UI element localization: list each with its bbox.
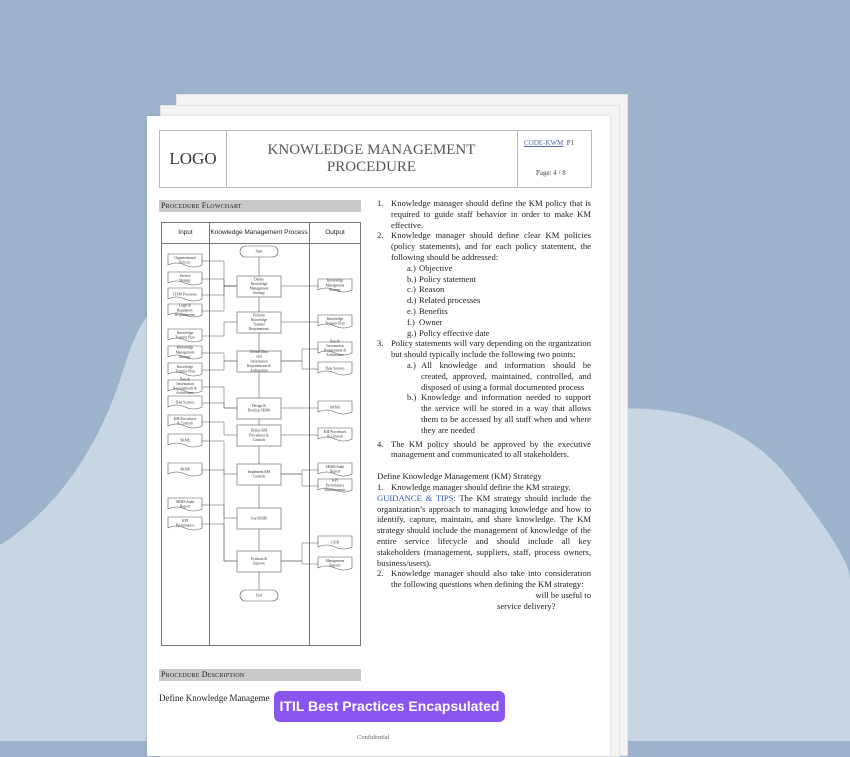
flowchart-output: Knowledge Management Strategy [325,278,345,292]
connector [202,261,237,286]
flowchart-input: Data Sources [175,400,195,405]
connector [281,543,318,561]
question-fragment: will be useful to [535,589,591,600]
connector [202,524,237,561]
list-item: a.) Objective [407,262,453,273]
policy-sublist [377,263,591,339]
flowchart-step: Perform Knowledge Transfer Requirements [249,313,269,332]
flowchart-output: CSIR [331,540,339,545]
flowchart-input: Legal & Regulatory Requirements [175,303,195,317]
connector [281,561,318,564]
flowchart-output: SKMS [330,405,340,410]
flowchart-output: Data & Information Requirement & Architecture [323,339,347,358]
flowchart-output: KPI Performance Measurements [324,478,346,492]
flowchart-step: Implement KM Controls [247,470,271,479]
list-item: 2. Knowledge manager should define clear KM policies (policy statements), and for each policy statement, the following should be addressed: [377,230,591,262]
policy-text [377,198,591,611]
flowchart-input: ITSM Processes [173,292,197,297]
connector [281,470,318,474]
flowchart-input: KM Procedures & Controls [173,417,197,426]
connector [202,470,237,518]
flowchart-step: Evaluate & Improve [250,557,268,566]
connector [202,322,237,336]
list-item: c.) Reason [407,284,445,295]
flowchart-input: Knowledge Transfer Plan [175,331,195,340]
question-fragment: service delivery? [497,600,556,611]
connector [202,286,237,295]
flowchart-input: Organizational Policies [174,256,196,265]
list-item: b.) Knowledge and information needed to support the service will be stored in a way that allows them to be accessed by all staff when and where they are needed [407,392,591,435]
flowchart-step: Define Data and Information Requirements & Architecture [247,350,271,373]
list-item: e.) Benefits [407,305,448,316]
flowchart-input: Knowledge Management Strategy [175,345,195,359]
strategy-heading: Define Knowledge Management (KM) Strategy [377,471,542,482]
flowchart-output: KM Procedures & Controls [323,430,347,439]
description-heading: Procedure Description [159,669,361,681]
document-header [159,130,592,188]
document-code: CODE-KWM P1 Page: 4 / 8 [524,139,575,177]
lane-header-process: Knowledge Management Process [209,223,309,244]
guidance-tips: GUIDANCE & TIPS: The KM strategy should include the organization’s approach to managing knowledge and how to identify, capture, maintain, and share knowledge. The KM strategy should include the management of knowledge of the entire service lifecycle and should include all key stakeholders (management, suppliers, staff, process owners, business/users). [377,492,591,568]
flowchart-heading: Procedure Flowchart [159,200,361,212]
list-item: f.) Owner [407,316,443,327]
flowchart-input: Service Strategy [179,274,191,283]
list-item: 3. Policy statements will vary depending on the organization but should typically include the following two points: [377,338,591,360]
flowchart-input: SKMS [180,438,190,443]
lane-header-output: Output [310,223,360,244]
flowchart-output: Management Reports [325,559,345,568]
flowchart-step: End [256,593,262,598]
list-item: b.) Policy statement [407,273,477,284]
lane-header-input: Input [162,223,209,244]
list-item: a.) All knowledge and information should be created, approved, maintained, controlled, and disposed of using a formal documented process [407,359,591,392]
logo: LOGO [160,131,227,187]
document-page [147,116,610,756]
flowchart-step: Define KM Procedures & Controls [249,428,269,442]
connector [202,353,237,361]
connector [281,349,318,361]
connector [202,422,237,435]
description-text: Define Knowledge Manageme [159,693,270,703]
flowchart-output: Data Sources [325,366,345,371]
list-item: g.) Policy effective date [407,327,490,338]
flowchart-step: Define Knowledge Management Strategy [249,277,269,296]
flowchart-output: SKMS Audit Report [325,465,345,474]
flowchart-step: Use SKMS [250,516,268,521]
list-item: d.) Related processes [407,295,481,306]
flowchart-step: Start [255,249,263,254]
flowchart-step: Design & Develop SKMS [247,404,271,413]
connector [202,361,237,370]
list-item: 4. The KM policy should be approved by the executive management and communicated to all stakeholders. [377,438,591,460]
list-item: 1. Knowledge manager should define the KM policy that is required to guide staff behavior in order to make KM effective. [377,198,591,230]
connector [202,387,237,408]
connector [202,403,237,408]
document-title: KNOWLEDGE MANAGEMENT PROCEDURE [226,131,518,187]
flowchart-output: Knowledge Transfer Plan [325,317,345,326]
connector [281,474,318,486]
flowchart-input: SKMS Audit Report [175,500,195,509]
flowchart-input: Knowledge Transfer Plan [175,365,195,374]
connector [202,505,237,561]
promo-banner[interactable]: ITIL Best Practices Encapsulated [274,691,505,722]
code-link[interactable]: CODE-KWM [524,139,564,147]
connector [202,441,237,474]
procedure-flowchart [161,222,361,646]
flowchart-input: KPI Performance [175,519,195,528]
flowchart-input: Data & Information Requirements & Architecture [173,377,197,396]
footer-confidential: Confidential [357,734,390,741]
list-item: 2. Knowledge manager should also take into consideration the following questions when defining the KM strategy: [377,568,591,590]
list-item: 1. Knowledge manager should define the KM strategy. [377,481,571,492]
flowchart-diagram [162,223,360,645]
connector [202,286,237,311]
connector [281,361,318,369]
flowchart-input: SKMS [180,467,190,472]
page-number: Page: 4 / 8 [536,169,566,177]
connector [202,279,237,286]
